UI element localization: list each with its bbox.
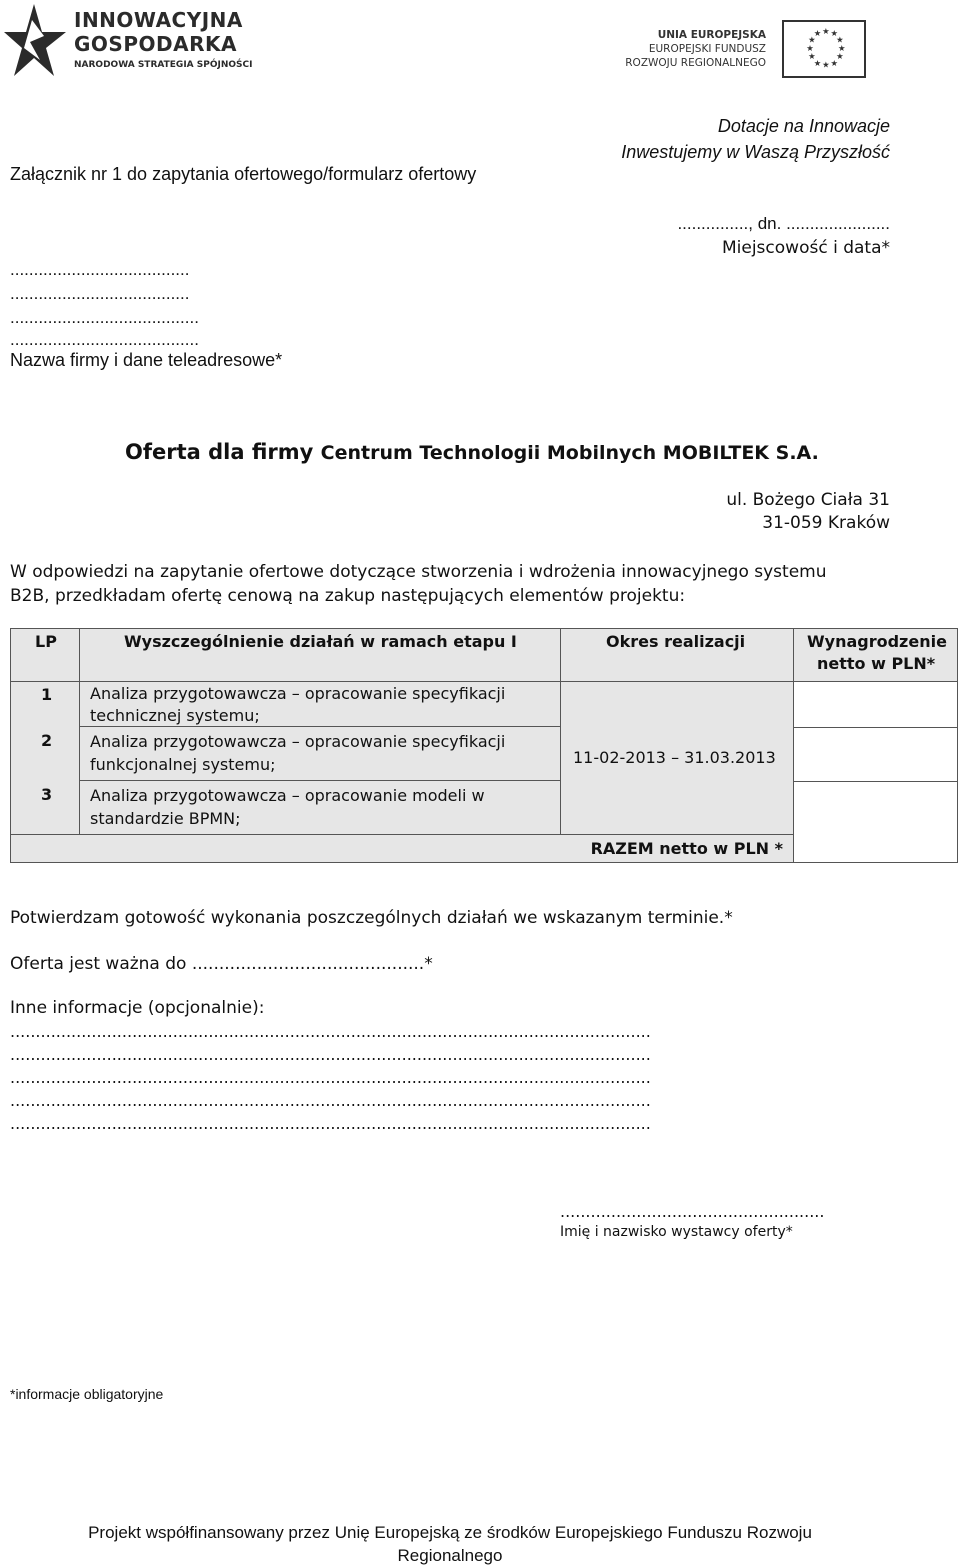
total-row	[10, 834, 794, 863]
confirm-text: Potwierdzam gotowość wykonania poszczególnych działań we wskazanym terminie.*	[10, 908, 733, 928]
header-period-cell	[560, 628, 794, 682]
other-info-label: Inne informacje (opcjonalnie):	[10, 998, 265, 1018]
company-line-1: ......................................	[10, 260, 190, 279]
offer-heading-company: Centrum Technologii Mobilnych MOBILTEK S.A.	[320, 442, 819, 464]
row-1-lp: 1	[41, 685, 53, 704]
other-line-5: ..............................................................................................................................	[10, 1114, 651, 1133]
innowacyjna-gospodarka-logo	[4, 2, 254, 78]
svg-text:★: ★	[837, 42, 846, 53]
svg-text:★: ★	[830, 27, 839, 38]
svg-text:★: ★	[813, 57, 822, 68]
row-1-pay-field[interactable]	[793, 681, 958, 728]
star-emblem-icon	[4, 2, 68, 78]
period-cell	[560, 681, 794, 835]
address-street: ul. Bożego Ciała 31	[726, 490, 890, 510]
svg-text:★: ★	[808, 34, 816, 45]
row-2-desc-cell	[79, 726, 561, 781]
offer-table	[10, 628, 958, 863]
signature-label: Imię i nazwisko wystawcy oferty*	[560, 1224, 793, 1240]
other-line-3: ..............................................................................................................................	[10, 1068, 651, 1087]
company-line-3: ........................................	[10, 308, 199, 327]
company-label: Nazwa firmy i dane teleadresowe*	[10, 350, 283, 370]
total-label: RAZEM netto w PLN *	[590, 839, 783, 858]
other-line-1: ..............................................................................................................................	[10, 1022, 651, 1041]
row-2-lp: 2	[41, 731, 53, 750]
slogan-line-2: Inwestujemy w Waszą Przyszłość	[621, 142, 890, 162]
row-2-desc-line1: Analiza przygotowawcza – opracowanie specyfikacji	[90, 732, 506, 751]
logo-line-2: GOSPODARKA	[74, 32, 237, 56]
eu-line-2: EUROPEJSKI FUNDUSZ	[648, 43, 766, 55]
svg-text:★: ★	[808, 51, 816, 62]
place-date-field: ..............., dn. ......................	[677, 214, 890, 233]
row-3-desc-line1: Analiza przygotowawcza – opracowanie modeli w	[90, 786, 485, 805]
intro-line-1: W odpowiedzi na zapytanie ofertowe dotyczące stworzenia i wdrożenia innowacyjnego systemu	[10, 562, 827, 582]
logo-line-1: INNOWACYJNA	[74, 8, 243, 32]
footnote: *informacje obligatoryjne	[10, 1386, 164, 1402]
period-value: 11-02-2013 – 31.03.2013	[573, 748, 776, 767]
footer-line-2: Regionalnego	[397, 1546, 503, 1565]
slogan-line-1: Dotacje na Innowacje	[717, 116, 890, 136]
place-date-label: Miejscowość i data*	[721, 238, 890, 258]
attachment-title: Załącznik nr 1 do zapytania ofertowego/formularz ofertowy	[10, 164, 477, 184]
eu-line-3: ROZWOJU REGIONALNEGO	[625, 57, 766, 69]
header-period: Okres realizacji	[606, 632, 746, 651]
other-line-2: ..............................................................................................................................	[10, 1045, 651, 1064]
header-pay-cell	[793, 628, 958, 682]
svg-text:★: ★	[813, 27, 822, 38]
row-1-desc-line2: technicznej systemu;	[90, 706, 260, 725]
svg-text:★: ★	[836, 34, 844, 45]
row-2-desc-line2: funkcjonalnej systemu;	[90, 755, 276, 774]
header-pay-line2: netto w PLN*	[817, 654, 936, 673]
eu-line-1: UNIA EUROPEJSKA	[657, 29, 766, 41]
row-2-pay-field[interactable]	[793, 727, 958, 782]
company-line-2: ......................................	[10, 284, 190, 303]
header-desc: Wyszczególnienie działań w ramach etapu I	[124, 632, 517, 651]
header-desc-cell	[79, 628, 561, 682]
intro-line-2: B2B, przedkładam ofertę cenową na zakup następujących elementów projektu:	[10, 586, 686, 606]
company-line-4: ........................................	[10, 330, 199, 349]
valid-until: Oferta jest ważna do ...........................................*	[10, 954, 433, 974]
other-line-4: ..............................................................................................................................	[10, 1091, 651, 1110]
eu-flag-icon	[782, 20, 866, 78]
svg-text:★: ★	[822, 59, 830, 70]
svg-text:★: ★	[806, 42, 814, 53]
footer-line-1: Projekt współfinansowany przez Unię Europejską ze środków Europejskiego Funduszu Rozwoju	[88, 1523, 812, 1542]
header-lp: LP	[35, 632, 57, 651]
row-3-pay-field[interactable]	[793, 781, 958, 863]
signature-field: ....................................................	[560, 1202, 825, 1221]
lp-column	[10, 681, 80, 835]
header-lp-cell	[10, 628, 80, 682]
offer-heading-prefix: Oferta dla firmy	[125, 440, 314, 464]
row-3-desc-cell	[79, 780, 561, 835]
svg-text:★: ★	[836, 51, 844, 62]
logo-line-3: NARODOWA STRATEGIA SPÓJNOŚCI	[74, 60, 253, 70]
svg-text:★: ★	[822, 26, 830, 37]
eu-logo	[625, 20, 866, 80]
row-1-desc-cell	[79, 681, 561, 727]
header-pay-line1: Wynagrodzenie	[807, 632, 947, 651]
row-1-desc-line1: Analiza przygotowawcza – opracowanie specyfikacji	[90, 684, 506, 703]
row-3-desc-line2: standardzie BPMN;	[90, 809, 241, 828]
address-city: 31-059 Kraków	[762, 513, 890, 533]
svg-text:★: ★	[830, 57, 839, 68]
row-3-lp: 3	[41, 785, 53, 804]
offer-heading	[125, 440, 819, 464]
